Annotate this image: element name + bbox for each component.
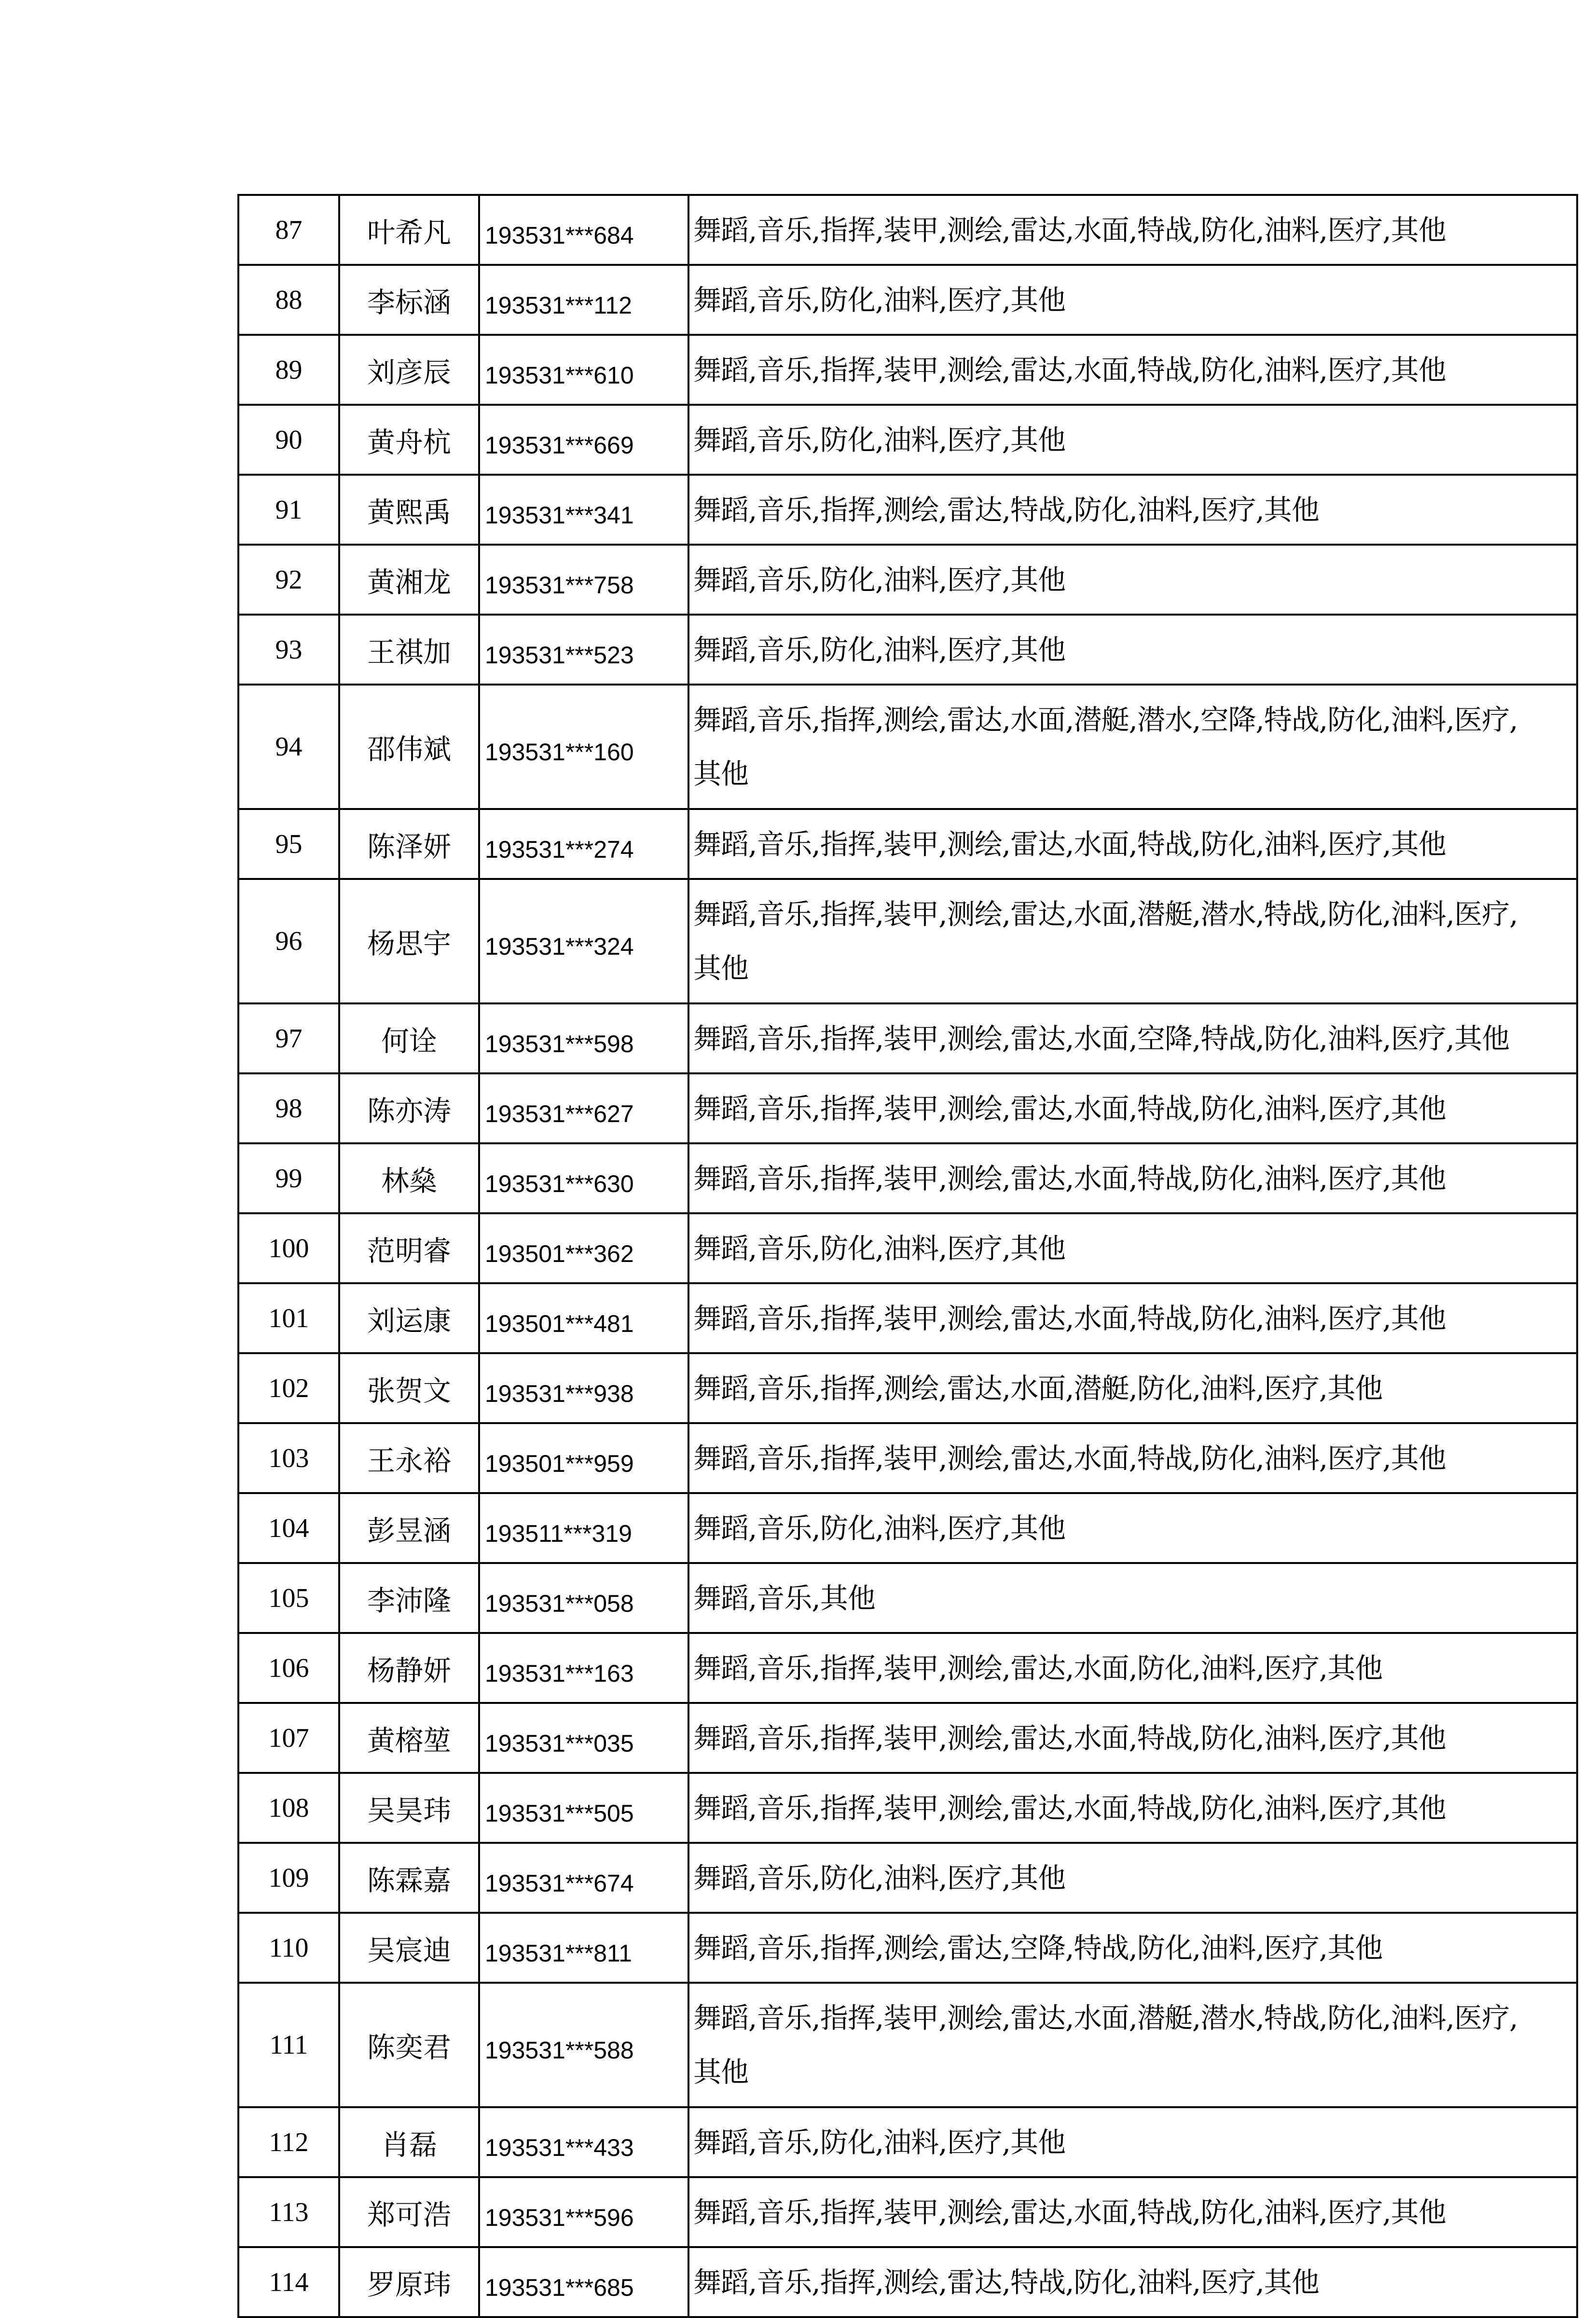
candidate-id-cell: 193531***598 [479, 1003, 688, 1073]
table-row [238, 335, 1577, 405]
table-row [238, 685, 1577, 809]
categories-line: 舞蹈,音乐,指挥,测绘,雷达,特战,防化,油料,医疗,其他 [693, 493, 1319, 526]
row-number-cell: 95 [238, 809, 339, 879]
row-number-cell: 94 [238, 685, 339, 809]
row-number-cell: 91 [238, 475, 339, 545]
row-number-cell: 106 [238, 1633, 339, 1703]
categories-line: 舞蹈,音乐,防化,油料,医疗,其他 [693, 1861, 1066, 1894]
candidate-name-cell: 陈霖嘉 [339, 1843, 479, 1913]
categories-cell [688, 2107, 1577, 2177]
categories-cell [688, 1633, 1577, 1703]
candidate-id-cell: 193531***674 [479, 1843, 688, 1913]
candidate-id-cell: 193531***274 [479, 809, 688, 879]
candidate-id-cell: 193531***505 [479, 1773, 688, 1843]
categories-cell [688, 1003, 1577, 1073]
row-number-cell: 92 [238, 545, 339, 615]
row-number-cell: 111 [238, 1983, 339, 2107]
categories-cell [688, 2177, 1577, 2247]
candidate-name-cell: 罗原玮 [339, 2247, 479, 2317]
table-row [238, 1493, 1577, 1563]
candidate-id-cell: 193531***433 [479, 2107, 688, 2177]
candidate-name-cell: 黄湘龙 [339, 545, 479, 615]
row-number-cell: 109 [238, 1843, 339, 1913]
categories-line: 舞蹈,音乐,指挥,测绘,雷达,水面,潜艇,防化,油料,医疗,其他 [693, 1372, 1383, 1405]
row-number-cell: 105 [238, 1563, 339, 1633]
table-row [238, 195, 1577, 265]
candidate-id-cell: 193531***685 [479, 2247, 688, 2317]
row-number-cell: 97 [238, 1003, 339, 1073]
categories-line: 舞蹈,音乐,指挥,装甲,测绘,雷达,水面,特战,防化,油料,医疗,其他 [693, 827, 1446, 861]
candidate-name-cell: 刘彦辰 [339, 335, 479, 405]
candidate-name-cell: 陈亦涛 [339, 1073, 479, 1143]
categories-cell [688, 879, 1577, 1003]
table-row [238, 2247, 1577, 2317]
table-row [238, 475, 1577, 545]
categories-line: 舞蹈,音乐,防化,油料,医疗,其他 [693, 423, 1066, 456]
candidate-id-cell: 193531***523 [479, 615, 688, 685]
table-row [238, 1843, 1577, 1913]
candidate-id-cell: 193531***341 [479, 475, 688, 545]
row-number-cell: 113 [238, 2177, 339, 2247]
categories-line: 舞蹈,音乐,防化,油料,医疗,其他 [693, 633, 1066, 666]
categories-line: 舞蹈,音乐,指挥,装甲,测绘,雷达,水面,防化,油料,医疗,其他 [693, 1651, 1383, 1685]
categories-line: 舞蹈,音乐,指挥,测绘,雷达,特战,防化,油料,医疗,其他 [693, 2265, 1319, 2299]
table-row [238, 265, 1577, 335]
candidate-name-cell: 吴昊玮 [339, 1773, 479, 1843]
candidate-name-cell: 杨静妍 [339, 1633, 479, 1703]
categories-cell [688, 1703, 1577, 1773]
row-number-cell: 112 [238, 2107, 339, 2177]
row-number-cell: 96 [238, 879, 339, 1003]
candidate-name-cell: 张贺文 [339, 1353, 479, 1423]
categories-line: 舞蹈,音乐,指挥,装甲,测绘,雷达,水面,特战,防化,油料,医疗,其他 [693, 1791, 1446, 1824]
candidate-id-cell: 193531***610 [479, 335, 688, 405]
candidate-id-cell: 193531***627 [479, 1073, 688, 1143]
row-number-cell: 90 [238, 405, 339, 475]
table-row [238, 1703, 1577, 1773]
categories-line: 舞蹈,音乐,指挥,装甲,测绘,雷达,水面,特战,防化,油料,医疗,其他 [693, 1721, 1446, 1755]
table-row [238, 1283, 1577, 1353]
categories-cell [688, 475, 1577, 545]
row-number-cell: 108 [238, 1773, 339, 1843]
table-row [238, 1633, 1577, 1703]
table-body [238, 195, 1577, 2317]
categories-cell [688, 195, 1577, 265]
candidate-id-cell: 193531***112 [479, 265, 688, 335]
row-number-cell: 101 [238, 1283, 339, 1353]
categories-line: 舞蹈,音乐,指挥,装甲,测绘,雷达,水面,潜艇,潜水,特战,防化,油料,医疗, [693, 898, 1518, 931]
categories-line: 舞蹈,音乐,指挥,测绘,雷达,空降,特战,防化,油料,医疗,其他 [693, 1931, 1383, 1964]
table-row [238, 2177, 1577, 2247]
row-number-cell: 103 [238, 1423, 339, 1493]
categories-line: 舞蹈,音乐,指挥,装甲,测绘,雷达,水面,潜艇,潜水,特战,防化,油料,医疗, [693, 2002, 1518, 2034]
candidate-id-cell: 193501***481 [479, 1283, 688, 1353]
candidate-id-cell: 193531***938 [479, 1353, 688, 1423]
table-row [238, 1913, 1577, 1983]
table-row [238, 1563, 1577, 1633]
categories-cell [688, 1283, 1577, 1353]
candidate-id-cell: 193531***160 [479, 685, 688, 809]
categories-line: 舞蹈,音乐,指挥,装甲,测绘,雷达,水面,特战,防化,油料,医疗,其他 [693, 2195, 1446, 2229]
row-number-cell: 98 [238, 1073, 339, 1143]
row-number-cell: 107 [238, 1703, 339, 1773]
categories-line: 舞蹈,音乐,指挥,装甲,测绘,雷达,水面,空降,特战,防化,油料,医疗,其他 [693, 1022, 1510, 1055]
row-number-cell: 99 [238, 1143, 339, 1213]
candidate-name-cell: 吴宸迪 [339, 1913, 479, 1983]
candidate-name-cell: 叶希凡 [339, 195, 479, 265]
row-number-cell: 110 [238, 1913, 339, 1983]
categories-line: 舞蹈,音乐,指挥,装甲,测绘,雷达,水面,特战,防化,油料,医疗,其他 [693, 1302, 1446, 1335]
table-row [238, 1983, 1577, 2107]
categories-cell [688, 1983, 1577, 2107]
candidate-name-cell: 刘运康 [339, 1283, 479, 1353]
table-row [238, 545, 1577, 615]
categories-cell [688, 1423, 1577, 1493]
candidate-name-cell: 何诠 [339, 1003, 479, 1073]
table-row [238, 615, 1577, 685]
categories-cell [688, 1843, 1577, 1913]
candidate-id-cell: 193531***811 [479, 1913, 688, 1983]
candidate-name-cell: 李沛隆 [339, 1563, 479, 1633]
row-number-cell: 114 [238, 2247, 339, 2317]
categories-line: 舞蹈,音乐,指挥,装甲,测绘,雷达,水面,特战,防化,油料,医疗,其他 [693, 353, 1446, 386]
candidate-name-cell: 邵伟斌 [339, 685, 479, 809]
categories-line: 舞蹈,音乐,防化,油料,医疗,其他 [693, 1232, 1066, 1265]
candidate-name-cell: 黄榕堃 [339, 1703, 479, 1773]
row-number-cell: 100 [238, 1213, 339, 1283]
candidate-id-cell: 193531***588 [479, 1983, 688, 2107]
table-row [238, 879, 1577, 1003]
categories-cell [688, 615, 1577, 685]
table-row [238, 1213, 1577, 1283]
candidate-id-cell: 193531***058 [479, 1563, 688, 1633]
candidate-id-cell: 193501***959 [479, 1423, 688, 1493]
candidate-id-cell: 193531***035 [479, 1703, 688, 1773]
candidate-id-cell: 193531***163 [479, 1633, 688, 1703]
candidate-name-cell: 王永裕 [339, 1423, 479, 1493]
candidate-id-cell: 193531***596 [479, 2177, 688, 2247]
categories-cell [688, 1353, 1577, 1423]
categories-cell [688, 335, 1577, 405]
row-number-cell: 104 [238, 1493, 339, 1563]
categories-line: 舞蹈,音乐,指挥,装甲,测绘,雷达,水面,特战,防化,油料,医疗,其他 [693, 1092, 1446, 1125]
row-number-cell: 88 [238, 265, 339, 335]
categories-cell [688, 545, 1577, 615]
categories-cell [688, 1073, 1577, 1143]
candidate-id-cell: 193511***319 [479, 1493, 688, 1563]
candidate-id-cell: 193531***630 [479, 1143, 688, 1213]
categories-cell [688, 265, 1577, 335]
categories-cell [688, 809, 1577, 879]
row-number-cell: 89 [238, 335, 339, 405]
row-number-cell: 87 [238, 195, 339, 265]
categories-cell [688, 1143, 1577, 1213]
row-number-cell: 102 [238, 1353, 339, 1423]
candidate-id-cell: 193531***758 [479, 545, 688, 615]
categories-cell [688, 1563, 1577, 1633]
table-row [238, 1143, 1577, 1213]
candidate-name-cell: 彭昱涵 [339, 1493, 479, 1563]
table-row [238, 1423, 1577, 1493]
categories-line: 舞蹈,音乐,防化,油料,医疗,其他 [693, 283, 1066, 316]
candidate-name-cell: 杨思宇 [339, 879, 479, 1003]
categories-cell [688, 685, 1577, 809]
categories-line: 舞蹈,音乐,指挥,装甲,测绘,雷达,水面,特战,防化,油料,医疗,其他 [693, 1162, 1446, 1195]
candidate-name-cell: 李标涵 [339, 265, 479, 335]
categories-cell [688, 1213, 1577, 1283]
table-row [238, 1003, 1577, 1073]
candidate-id-cell: 193531***669 [479, 405, 688, 475]
categories-line: 舞蹈,音乐,防化,油料,医疗,其他 [693, 2126, 1066, 2159]
categories-line: 舞蹈,音乐,防化,油料,医疗,其他 [693, 563, 1066, 596]
candidate-name-cell: 陈泽妍 [339, 809, 479, 879]
categories-line: 其他 [693, 952, 749, 985]
categories-line: 舞蹈,音乐,指挥,装甲,测绘,雷达,水面,特战,防化,油料,医疗,其他 [693, 1441, 1446, 1475]
table-row [238, 1773, 1577, 1843]
row-number-cell: 93 [238, 615, 339, 685]
categories-line: 舞蹈,音乐,防化,油料,医疗,其他 [693, 1511, 1066, 1545]
candidate-name-cell: 郑可浩 [339, 2177, 479, 2247]
candidate-id-cell: 193501***362 [479, 1213, 688, 1283]
table-row [238, 2107, 1577, 2177]
candidate-name-cell: 黄熙禹 [339, 475, 479, 545]
candidate-id-cell: 193531***324 [479, 879, 688, 1003]
categories-line: 其他 [693, 757, 749, 790]
categories-cell [688, 1773, 1577, 1843]
candidate-name-cell: 肖磊 [339, 2107, 479, 2177]
table-row [238, 809, 1577, 879]
categories-line: 舞蹈,音乐,指挥,测绘,雷达,水面,潜艇,潜水,空降,特战,防化,油料,医疗, [693, 703, 1518, 736]
table-row [238, 1073, 1577, 1143]
candidate-name-cell: 林燊 [339, 1143, 479, 1213]
categories-cell [688, 1913, 1577, 1983]
categories-cell [688, 2247, 1577, 2317]
categories-line: 舞蹈,音乐,其他 [693, 1581, 875, 1615]
candidate-name-cell: 黄舟杭 [339, 405, 479, 475]
candidate-name-cell: 范明睿 [339, 1213, 479, 1283]
categories-cell [688, 1493, 1577, 1563]
categories-line: 其他 [693, 2056, 749, 2088]
candidate-table [237, 194, 1578, 2318]
table-row [238, 405, 1577, 475]
categories-line: 舞蹈,音乐,指挥,装甲,测绘,雷达,水面,特战,防化,油料,医疗,其他 [693, 213, 1446, 247]
candidate-name-cell: 陈奕君 [339, 1983, 479, 2107]
candidate-id-cell: 193531***684 [479, 195, 688, 265]
table-row [238, 1353, 1577, 1423]
categories-cell [688, 405, 1577, 475]
candidate-name-cell: 王祺加 [339, 615, 479, 685]
